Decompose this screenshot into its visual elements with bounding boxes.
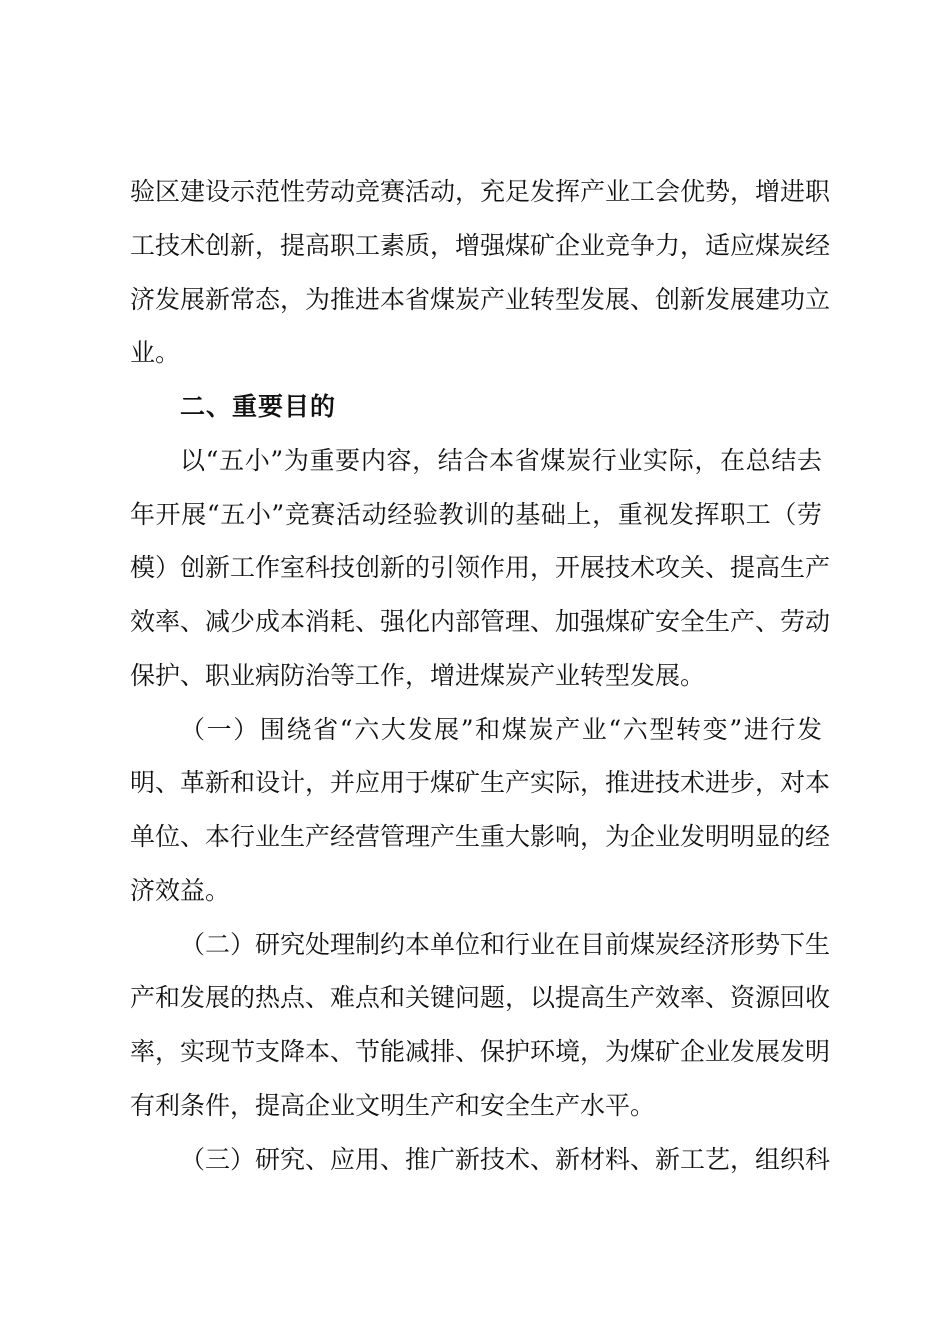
text-line: 产和发展的热点、难点和关键问题，以提高生产效率、资源回收 — [130, 983, 831, 1012]
text-line: （三）研究、应用、推广新技术、新材料、新工艺，组织科 — [180, 1145, 831, 1174]
text-line: 业。 — [130, 338, 181, 367]
text-line: 验区建设示范性劳动竞赛活动，充足发挥产业工会优势，增进职 — [130, 177, 831, 206]
text-line: 效率、减少成本消耗、强化内部管理、加强煤矿安全生产、劳动 — [130, 607, 831, 636]
text-line: 率，实现节支降本、节能减排、保护环境，为煤矿企业发展发明 — [130, 1037, 831, 1066]
text-line: 工技术创新，提高职工素质，增强煤矿企业竞争力，适应煤炭经 — [130, 231, 831, 260]
text-line: 以“五小”为重要内容，结合本省煤炭行业实际，在总结去 — [180, 446, 822, 475]
text-line: 有利条件，提高企业文明生产和安全生产水平。 — [130, 1091, 656, 1120]
text-line: 明、革新和设计，并应用于煤矿生产实际，推进技术进步，对本 — [130, 768, 831, 797]
text-line: 单位、本行业生产经营管理产生重大影响，为企业发明明显的经 — [130, 822, 831, 851]
text-line: （一）围绕省“六大发展”和煤炭产业“六型转变”进行发 — [180, 715, 823, 744]
text-line: （二）研究处理制约本单位和行业在目前煤炭经济形势下生 — [180, 930, 831, 959]
text-line: 保护、职业病防治等工作，增进煤炭产业转型发展。 — [130, 661, 706, 690]
section-heading: 二、重要目的 — [180, 392, 337, 421]
text-line: 年开展“五小”竞赛活动经验教训的基础上，重视发挥职工（劳 — [130, 500, 822, 529]
text-line: 济发展新常态，为推进本省煤炭产业转型发展、创新发展建功立 — [130, 285, 831, 314]
text-line: 济效益。 — [130, 876, 231, 905]
text-line: 模）创新工作室科技创新的引领作用，开展技术攻关、提高生产 — [130, 553, 831, 582]
